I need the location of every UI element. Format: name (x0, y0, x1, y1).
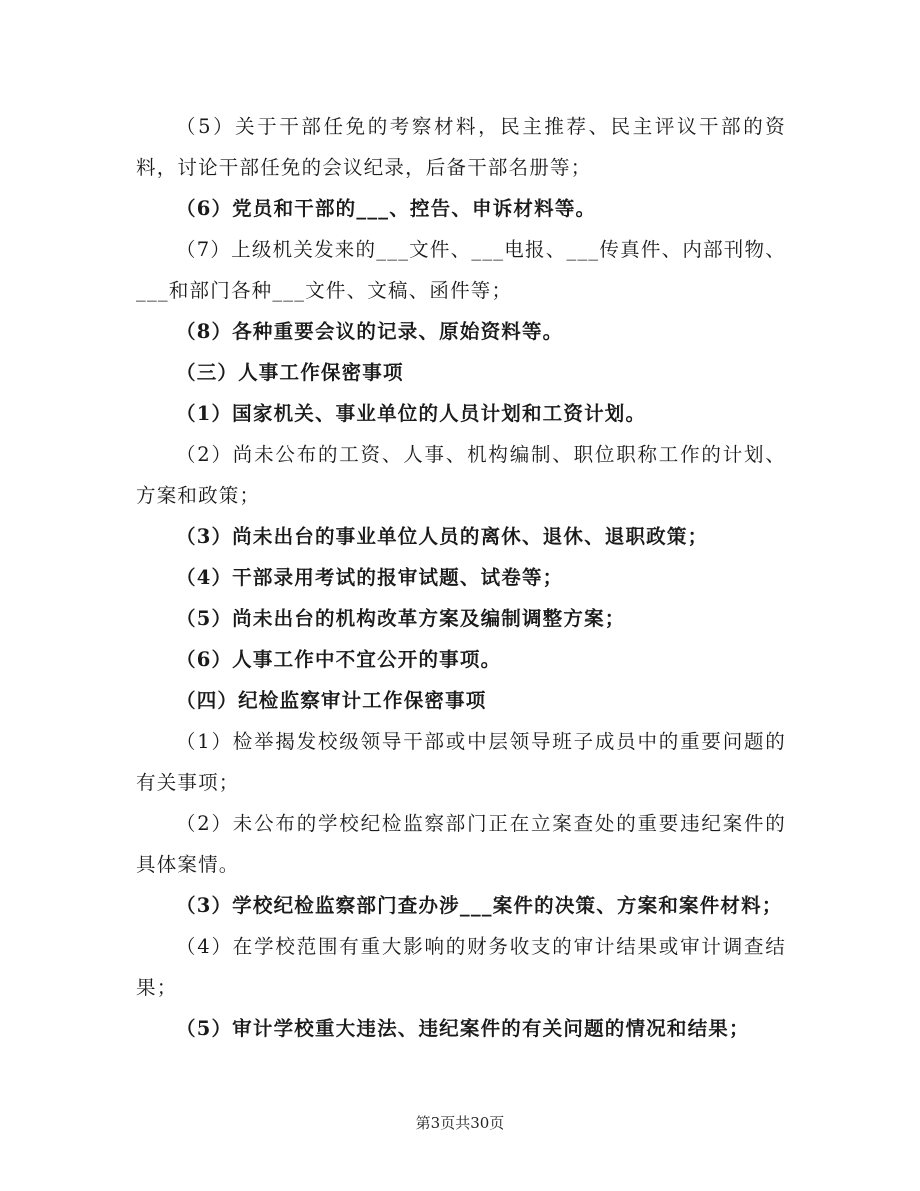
paragraph-13: （1）检举揭发校级领导干部或中层领导班子成员中的重要问题的有关事项； (136, 730, 786, 794)
paragraph-14: （2）未公布的学校纪检监察部门正在立案查处的重要违纪案件的具体案情。 (136, 812, 786, 876)
paragraph-11: （6）人事工作中不宜公开的事项。 (176, 648, 502, 671)
paragraph-15: （3）学校纪检监察部门查办涉___案件的决策、方案和案件材料； (176, 894, 783, 917)
paragraph-8: （3）尚未出台的事业单位人员的离休、退休、退职政策； (176, 525, 709, 548)
page-number-footer: 第3页共30页 (415, 1114, 505, 1132)
paragraph-7: （2）尚未公布的工资、人事、机构编制、职位职称工作的计划、方案和政策； (136, 443, 786, 507)
paragraph-2: （6）党员和干部的___、控告、申诉材料等。 (176, 197, 597, 220)
document-body (136, 106, 786, 1049)
section-heading-personnel: （三）人事工作保密事项 (176, 361, 404, 384)
paragraph-3: （7）上级机关发来的___文件、___电报、___传真件、内部刊物、___和部门各种___文件、文稿、函件等； (136, 238, 786, 302)
paragraph-4: （8）各种重要会议的记录、原始资料等。 (176, 320, 564, 343)
paragraph-9: （4）干部录用考试的报审试题、试卷等； (176, 566, 564, 589)
paragraph-10: （5）尚未出台的机构改革方案及编制调整方案； (176, 607, 626, 630)
paragraph-16: （4）在学校范围有重大影响的财务收支的审计结果或审计调查结果； (136, 935, 786, 999)
paragraph-6: （1）国家机关、事业单位的人员计划和工资计划。 (176, 402, 647, 425)
section-heading-discipline: （四）纪检监察审计工作保密事项 (176, 689, 487, 712)
paragraph-1: （5）关于干部任免的考察材料，民主推荐、民主评议干部的资料，讨论干部任免的会议纪录，后备干部名册等； (136, 115, 786, 179)
paragraph-17: （5）审计学校重大违法、违纪案件的有关问题的情况和结果； (176, 1017, 750, 1040)
